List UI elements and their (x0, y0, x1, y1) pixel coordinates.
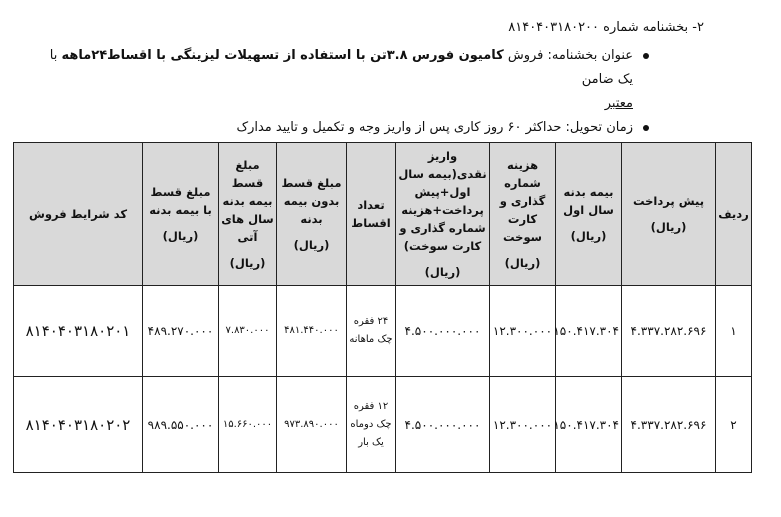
circular-number: ۲- بخشنامه شماره ۸۱۴۰۴۰۳۱۸۰۲۰۰ (508, 20, 704, 35)
first-year-insurance: ۱۵۰.۴۱۷.۳۰۴ (556, 286, 622, 377)
subject-item (40, 44, 651, 116)
installment-insurance: ۷.۸۳۰.۰۰۰ (219, 286, 277, 377)
installment-no-insurance: ۴۸۱.۴۴۰.۰۰۰ (277, 286, 347, 377)
installment-with-insurance: ۴۸۹.۲۷۰.۰۰۰ (143, 286, 219, 377)
header-row (14, 143, 752, 286)
header-cell: هزینه شماره گذاری و کارت سوخت (ریال) (490, 143, 556, 286)
header-cell: مبلغ قسط بدون بیمه بدنه (ریال) (277, 143, 347, 286)
header-cell: کد شرایط فروش (14, 143, 143, 286)
header-cell: پیش پرداخت (ریال) (622, 143, 716, 286)
header-cell: ردیف (716, 143, 752, 286)
subject-bold: کامیون فورس ۳.۸تن با استفاده از تسهیلات لیزینگی با اقساط۲۴ماهه (61, 48, 504, 63)
row-number: ۱ (716, 286, 752, 377)
down-payment: ۴.۳۳۷.۲۸۲.۶۹۶ (622, 377, 716, 473)
header-cell: بیمه بدنه سال اول (ریال) (556, 143, 622, 286)
installment-no-insurance: ۹۷۳.۸۹۰.۰۰۰ (277, 377, 347, 473)
down-payment: ۴.۳۳۷.۲۸۲.۶۹۶ (622, 286, 716, 377)
cash-deposit: ۴.۵۰۰.۰۰۰.۰۰۰ (396, 286, 490, 377)
sales-condition-code: ۸۱۴۰۴۰۳۱۸۰۲۰۲ (14, 377, 143, 473)
header-cell: مبلغ قسط با بیمه بدنه (ریال) (143, 143, 219, 286)
installment-with-insurance: ۹۸۹.۵۵۰.۰۰۰ (143, 377, 219, 473)
subject-prefix: عنوان بخشنامه: فروش (503, 48, 633, 63)
table-row (14, 286, 752, 377)
installment-insurance: ۱۵.۶۶۰.۰۰۰ (219, 377, 277, 473)
cash-deposit: ۴.۵۰۰.۰۰۰.۰۰۰ (396, 377, 490, 473)
first-year-insurance: ۱۵۰.۴۱۷.۳۰۴ (556, 377, 622, 473)
installment-count: ۱۲ فقره چک دوماه یک بار (347, 377, 396, 473)
delivery-item (40, 116, 651, 140)
plate-fuel-card-fee: ۱۲.۳۰۰.۰۰۰ (490, 286, 556, 377)
plate-fuel-card-fee: ۱۲.۳۰۰.۰۰۰ (490, 377, 556, 473)
subject-suffix: با یک ضامن (49, 48, 633, 87)
row-number: ۲ (716, 377, 752, 473)
header-cell: تعداد اقساط (347, 143, 396, 286)
header-cell: مبلغ قسط بیمه بدنه سال های آتی (ریال) (219, 143, 277, 286)
sales-conditions-table (13, 142, 752, 473)
delivery-text: زمان تحویل: حداکثر ۶۰ روز کاری پس از واریز وجه و تکمیل و تایید مدارک (236, 120, 633, 135)
sales-condition-code: ۸۱۴۰۴۰۳۱۸۰۲۰۱ (14, 286, 143, 377)
header-cell: واریز نقدی(بیمه سال اول+پیش پرداخت+هزینه شماره گذاری و کارت سوخت) (ریال) (396, 143, 490, 286)
table-row (14, 377, 752, 473)
installment-count: ۲۴ فقره چک ماهانه (347, 286, 396, 377)
subject-tail: معتبر (604, 96, 633, 111)
